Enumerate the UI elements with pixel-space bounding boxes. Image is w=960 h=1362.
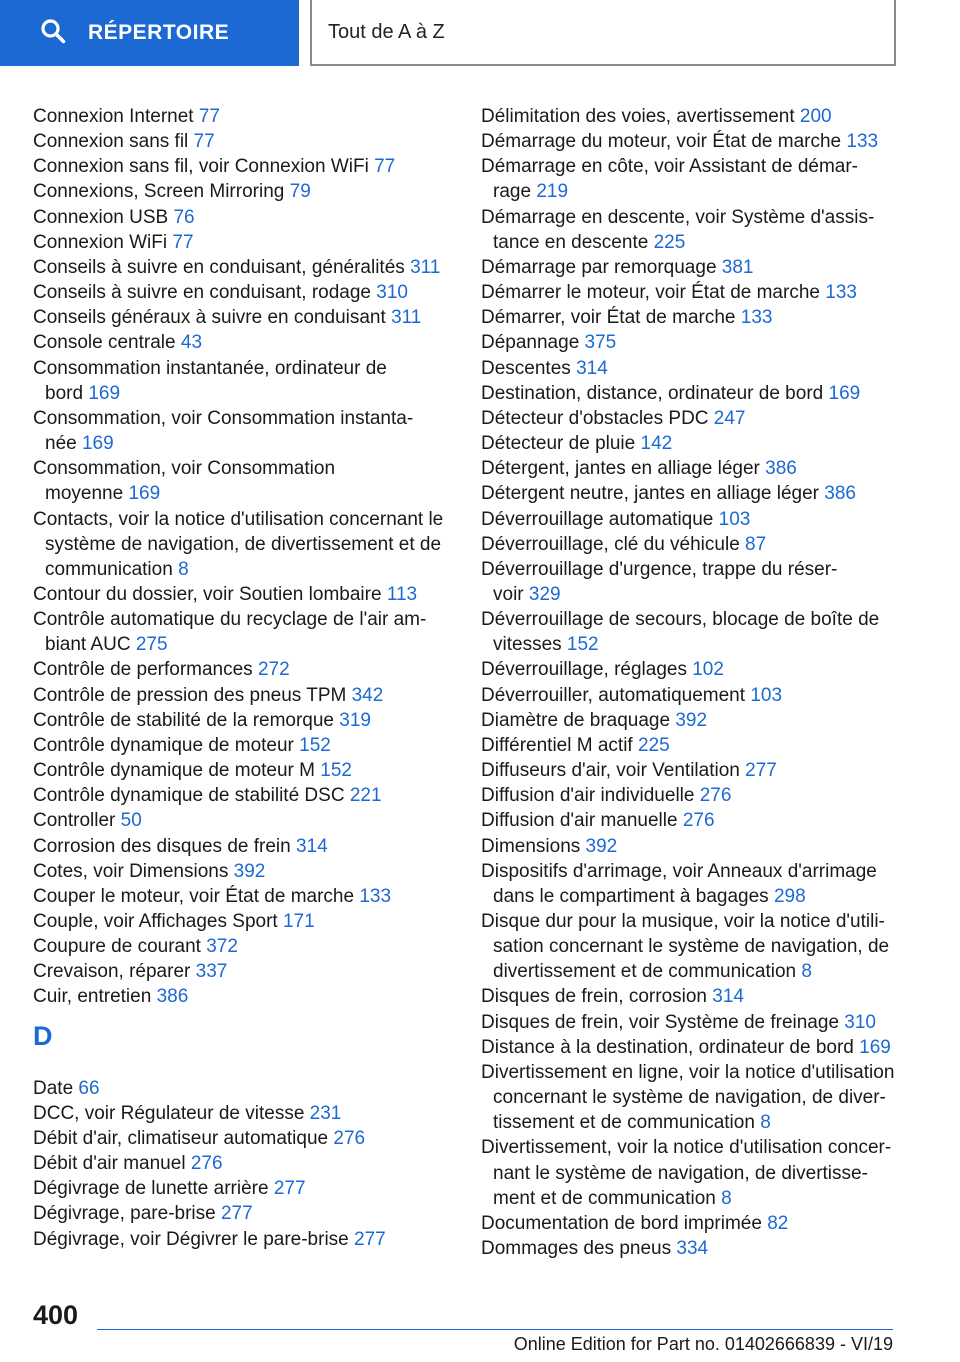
page-link[interactable]: 142	[640, 433, 673, 455]
entry-text: Connexion sans fil	[33, 131, 189, 153]
page-link[interactable]: 311	[391, 307, 422, 329]
index-entry	[33, 884, 453, 909]
index-entry	[481, 154, 901, 204]
entry-text: Connexion USB	[33, 206, 169, 228]
entry-text: Documentation de bord imprimée	[481, 1212, 762, 1234]
index-entry	[33, 104, 453, 129]
index-entry	[33, 758, 453, 783]
index-entry	[481, 808, 901, 833]
page-link[interactable]: 277	[745, 760, 777, 782]
page-link[interactable]: 225	[653, 231, 686, 253]
entry-text: Conseils généraux à suivre en conduisant	[33, 307, 386, 329]
page-link[interactable]: 103	[750, 684, 783, 706]
index-entry	[481, 280, 901, 305]
page-link[interactable]: 272	[257, 659, 290, 681]
entry-text: Détergent neutre, jantes en alliage léger	[481, 483, 820, 505]
index-entry	[481, 557, 901, 607]
entry-text: Contrôle de stabilité de la remorque	[33, 709, 335, 731]
entry-text: née	[45, 433, 77, 455]
index-entry	[481, 758, 901, 783]
page-link[interactable]: 43	[180, 332, 203, 354]
entry-text: Dégivrage de lunette arrière	[33, 1178, 269, 1200]
index-entry	[33, 205, 453, 230]
page-link[interactable]: 169	[88, 382, 121, 404]
page-link[interactable]: 277	[220, 1203, 253, 1225]
page-link[interactable]: 392	[585, 835, 618, 857]
entry-text: Démarrage du moteur, voir État de marche	[481, 131, 842, 153]
entry-text: communication	[45, 558, 173, 580]
index-entry	[33, 456, 453, 506]
page-link[interactable]: 314	[712, 986, 744, 1008]
entry-text: Dimensions	[481, 835, 581, 857]
entry-text: Destination, distance, ordinateur de bord	[481, 382, 824, 404]
index-entry	[33, 1151, 453, 1176]
index-entry	[481, 507, 901, 532]
page-link[interactable]: 277	[354, 1228, 386, 1250]
page-link[interactable]: 219	[536, 181, 569, 203]
index-entry	[33, 154, 453, 179]
index-entry	[481, 859, 901, 909]
index-entry	[33, 305, 453, 330]
entry-text: Disque dur pour la musique, voir la notice d'utili-	[481, 911, 885, 932]
index-entry	[481, 129, 901, 154]
entry-text: DCC, voir Régulateur de vitesse	[33, 1102, 305, 1124]
index-entry	[33, 834, 453, 859]
index-entry	[481, 607, 901, 657]
index-entry	[33, 683, 453, 708]
entry-text: concernant le système de navigation, de diver-	[493, 1087, 886, 1109]
page-link[interactable]: 8	[801, 961, 812, 983]
page-link[interactable]: 50	[120, 810, 142, 832]
entry-text: Contrôle de pression des pneus TPM	[33, 684, 347, 706]
entry-text: Détergent, jantes en alliage léger	[481, 458, 760, 480]
page-number: 400	[33, 1300, 79, 1330]
index-entry	[33, 1101, 453, 1126]
entry-text: Divertissement, voir la notice d'utilisation concer-	[481, 1137, 892, 1159]
page-link[interactable]: 392	[675, 709, 708, 731]
index-entry	[481, 909, 901, 984]
entry-text: nant le système de navigation, de divertisse-	[493, 1162, 868, 1184]
entry-text: biant AUC	[45, 634, 131, 656]
page-link[interactable]: 8	[721, 1187, 732, 1209]
entry-text: Consommation, voir Consommation	[33, 458, 336, 480]
entry-text: Débit d'air manuel	[33, 1153, 186, 1175]
entry-text: Controller	[33, 810, 116, 832]
page-link[interactable]: 314	[295, 835, 328, 857]
section-letter-d: D	[33, 1020, 53, 1051]
index-entry	[481, 381, 901, 406]
index-entry	[481, 104, 901, 129]
page-link[interactable]: 152	[299, 734, 331, 756]
entry-text: Diffusion d'air individuelle	[481, 785, 695, 807]
index-entry	[481, 1135, 901, 1210]
index-entry	[33, 934, 453, 959]
index-entry	[33, 255, 453, 280]
entry-text: dans le compartiment à bagages	[493, 885, 769, 907]
page-link[interactable]: 221	[349, 785, 382, 807]
entry-text: Coupure de courant	[33, 936, 201, 958]
entry-text: Dommages des pneus	[481, 1238, 672, 1260]
page-link[interactable]: 113	[386, 583, 418, 605]
page-link[interactable]: 133	[740, 307, 773, 329]
entry-text: Cuir, entretien	[33, 986, 152, 1008]
entry-text: vitesses	[493, 634, 562, 656]
entry-text: Connexion sans fil, voir Connexion WiFi	[33, 156, 369, 178]
entry-text: Démarrage en côte, voir Assistant de démar-	[481, 156, 859, 178]
entry-text: Déverrouillage, réglages	[481, 659, 687, 681]
index-entry	[33, 406, 453, 456]
index-entry	[481, 1211, 901, 1236]
entry-text: tance en descente	[493, 231, 649, 253]
entry-text: Distance à la destination, ordinateur de bord	[481, 1036, 854, 1058]
index-entry	[33, 1126, 453, 1151]
entry-text: Crevaison, réparer	[33, 961, 191, 983]
entry-text: système de navigation, de divertissement et de	[45, 533, 442, 555]
page-link[interactable]: 386	[156, 986, 189, 1008]
entry-text: bord	[45, 382, 84, 404]
entry-text: Dépannage	[481, 332, 580, 354]
index-entry	[481, 1010, 901, 1035]
page-link[interactable]: 276	[699, 785, 732, 807]
index-entry	[33, 1227, 453, 1252]
index-entry	[481, 406, 901, 431]
page-link[interactable]: 152	[320, 760, 352, 782]
entry-text: Dispositifs d'arrimage, voir Anneaux d'arrimage	[481, 860, 877, 882]
directory-label: RÉPERTOIRE	[88, 21, 230, 44]
index-entry	[33, 507, 453, 582]
index-entry	[481, 205, 901, 255]
entry-text: Contrôle de performances	[33, 659, 253, 681]
index-entry	[481, 532, 901, 557]
index-entry	[33, 733, 453, 758]
index-entry	[481, 984, 901, 1009]
index-entry	[481, 456, 901, 481]
entry-text: voir	[493, 583, 524, 605]
page-link[interactable]: 334	[676, 1238, 709, 1260]
index-entry	[481, 356, 901, 381]
page-link[interactable]: 386	[765, 458, 797, 480]
page-link[interactable]: 277	[273, 1178, 306, 1200]
index-entry	[33, 859, 453, 884]
entry-text: moyenne	[45, 483, 124, 505]
entry-text: Conseils à suivre en conduisant, généralités	[33, 256, 405, 278]
entry-text: Démarrer le moteur, voir État de marche	[481, 282, 820, 304]
page-link[interactable]: 314	[576, 357, 608, 379]
index-entry	[33, 1176, 453, 1201]
entry-text: Corrosion des disques de frein	[33, 835, 291, 857]
index-entry	[481, 683, 901, 708]
entry-text: Démarrage en descente, voir Système d'assis-	[481, 206, 875, 228]
index-entry	[481, 1236, 901, 1261]
index-entry	[33, 959, 453, 984]
search-icon	[40, 18, 66, 49]
index-entry	[33, 330, 453, 355]
page-link[interactable]: 225	[637, 734, 670, 756]
entry-text: Dégivrage, pare-brise	[33, 1203, 216, 1225]
page-link[interactable]: 8	[760, 1112, 771, 1134]
index-entry	[33, 179, 453, 204]
index-entry	[33, 582, 453, 607]
page-link[interactable]: 386	[824, 483, 856, 505]
entry-text: Connexions, Screen Mirroring	[33, 181, 285, 203]
index-entry	[481, 255, 901, 280]
entry-text: Date	[33, 1077, 74, 1099]
entry-text: divertissement et de communication	[493, 961, 797, 983]
index-entry	[481, 305, 901, 330]
entry-text: Contrôle automatique du recyclage de l'air am-	[33, 609, 427, 631]
page-link[interactable]: 169	[859, 1036, 891, 1058]
page-link[interactable]: 329	[528, 583, 561, 605]
page-link[interactable]: 247	[713, 407, 746, 429]
entry-text: Démarrage par remorquage	[481, 256, 717, 278]
page-link[interactable]: 82	[767, 1212, 789, 1234]
page-link[interactable]: 310	[376, 282, 408, 304]
page-link[interactable]: 200	[799, 106, 832, 127]
entry-text: Consommation instantanée, ordinateur de	[33, 357, 387, 379]
directory-button[interactable]	[0, 0, 299, 66]
index-entry	[33, 356, 453, 406]
index-entry	[481, 708, 901, 733]
page-link[interactable]: 372	[206, 936, 238, 958]
entry-text: Conseils à suivre en conduisant, rodage	[33, 282, 371, 304]
page-link[interactable]: 275	[135, 634, 168, 656]
index-entry	[481, 733, 901, 758]
entry-text: Contacts, voir la notice d'utilisation concernant le	[33, 508, 444, 530]
entry-text: Couple, voir Affichages Sport	[33, 911, 278, 932]
page-link[interactable]: 276	[333, 1127, 366, 1149]
header	[0, 0, 960, 66]
page-link[interactable]: 77	[374, 156, 396, 178]
page-link[interactable]: 276	[682, 810, 715, 832]
index-entry	[33, 783, 453, 808]
index-entry	[481, 330, 901, 355]
entry-text: Déverrouiller, automatiquement	[481, 684, 746, 706]
page-link[interactable]: 77	[193, 131, 215, 153]
index-entry	[33, 984, 453, 1009]
entry-text: Déverrouillage automatique	[481, 508, 714, 530]
index-entry	[481, 1035, 901, 1060]
page-link[interactable]: 133	[359, 885, 392, 907]
entry-text: Démarrer, voir État de marche	[481, 307, 736, 329]
tab-label: Tout de A à Z	[328, 20, 445, 43]
entry-text: Différentiel M actif	[481, 734, 633, 756]
page-link[interactable]: 103	[718, 508, 751, 530]
page-link[interactable]: 342	[351, 684, 384, 706]
page-link[interactable]: 79	[289, 181, 311, 203]
page-link[interactable]: 171	[282, 911, 315, 932]
page-link[interactable]: 133	[825, 282, 857, 304]
index-list-c	[33, 104, 453, 1010]
page-link[interactable]: 169	[828, 382, 861, 404]
page-link[interactable]: 337	[195, 961, 228, 983]
page-link[interactable]: 310	[844, 1011, 876, 1033]
entry-text: Connexion WiFi	[33, 231, 168, 253]
entry-text: Connexion Internet	[33, 106, 194, 127]
entry-text: Disques de frein, corrosion	[481, 986, 707, 1008]
page-link[interactable]: 298	[773, 885, 806, 907]
entry-text: ment et de communication	[493, 1187, 716, 1209]
entry-text: Contrôle dynamique de moteur	[33, 734, 294, 756]
entry-text: sation concernant le système de navigation, de	[493, 936, 890, 958]
index-entry	[481, 431, 901, 456]
edition-footer: Online Edition for Part no. 01402666839 - VI/19	[513, 1334, 893, 1354]
page-link[interactable]: 381	[721, 256, 754, 278]
entry-text: Disques de frein, voir Système de freinage	[481, 1011, 840, 1033]
index-entry	[33, 909, 453, 934]
index-entry	[481, 834, 901, 859]
entry-text: tissement et de communication	[493, 1112, 755, 1134]
page-link[interactable]: 169	[81, 433, 114, 455]
tab-a-to-z[interactable]	[310, 0, 896, 66]
index-entry	[33, 708, 453, 733]
entry-text: Descentes	[481, 357, 571, 379]
entry-text: Déverrouillage de secours, blocage de boîte de	[481, 609, 880, 631]
page-link[interactable]: 76	[173, 206, 195, 228]
index-entry	[481, 1060, 901, 1135]
entry-text: Déverrouillage d'urgence, trappe du réser-	[481, 558, 838, 580]
entry-text: Console centrale	[33, 332, 176, 354]
entry-text: Contrôle dynamique de moteur M	[33, 760, 315, 782]
entry-text: Consommation, voir Consommation instanta-	[33, 407, 414, 429]
index-list-d	[33, 1076, 453, 1252]
index-column-left	[33, 104, 453, 1252]
page-link[interactable]: 77	[198, 106, 220, 127]
entry-text: Débit d'air, climatiseur automatique	[33, 1127, 329, 1149]
index-entry	[33, 1076, 453, 1101]
page-link[interactable]: 66	[78, 1077, 100, 1099]
entry-text: Contour du dossier, voir Soutien lombaire	[33, 583, 382, 605]
index-entry	[481, 657, 901, 682]
entry-text: Délimitation des voies, avertissement	[481, 106, 795, 127]
page-link[interactable]: 8	[178, 558, 189, 580]
index-entry	[33, 808, 453, 833]
entry-text: Détecteur de pluie	[481, 433, 636, 455]
footer-divider	[97, 1329, 893, 1330]
index-entry	[33, 607, 453, 657]
entry-text: Détecteur d'obstacles PDC	[481, 407, 709, 429]
index-entry	[33, 657, 453, 682]
page-link[interactable]: 276	[190, 1153, 223, 1175]
entry-text: Contrôle dynamique de stabilité DSC	[33, 785, 345, 807]
page-link[interactable]: 319	[339, 709, 371, 731]
page-link[interactable]: 102	[692, 659, 724, 681]
index-entry	[33, 1201, 453, 1226]
entry-text: rage	[493, 181, 532, 203]
page-link[interactable]: 375	[584, 332, 617, 354]
index-entry	[33, 280, 453, 305]
entry-text: Diamètre de braquage	[481, 709, 671, 731]
page-link[interactable]: 152	[566, 634, 599, 656]
index-entry	[481, 783, 901, 808]
page-link[interactable]: 231	[309, 1102, 342, 1124]
entry-text: Déverrouillage, clé du véhicule	[481, 533, 740, 555]
index-list-d-continued	[481, 104, 901, 1261]
page-link[interactable]: 169	[128, 483, 161, 505]
page-link[interactable]: 311	[410, 256, 441, 278]
page-link[interactable]: 133	[846, 131, 879, 153]
index-entry	[33, 230, 453, 255]
index-column-right	[481, 104, 901, 1261]
index-entry	[481, 481, 901, 506]
page-link[interactable]: 77	[172, 231, 194, 253]
entry-text: Divertissement en ligne, voir la notice d'utilisation	[481, 1061, 895, 1083]
entry-text: Diffuseurs d'air, voir Ventilation	[481, 760, 740, 782]
entry-text: Diffusion d'air manuelle	[481, 810, 678, 832]
page-link[interactable]: 87	[745, 533, 767, 555]
index-entry	[33, 129, 453, 154]
entry-text: Cotes, voir Dimensions	[33, 860, 229, 882]
entry-text: Couper le moteur, voir État de marche	[33, 885, 355, 907]
page-link[interactable]: 392	[233, 860, 266, 882]
entry-text: Dégivrage, voir Dégivrer le pare-brise	[33, 1228, 349, 1250]
